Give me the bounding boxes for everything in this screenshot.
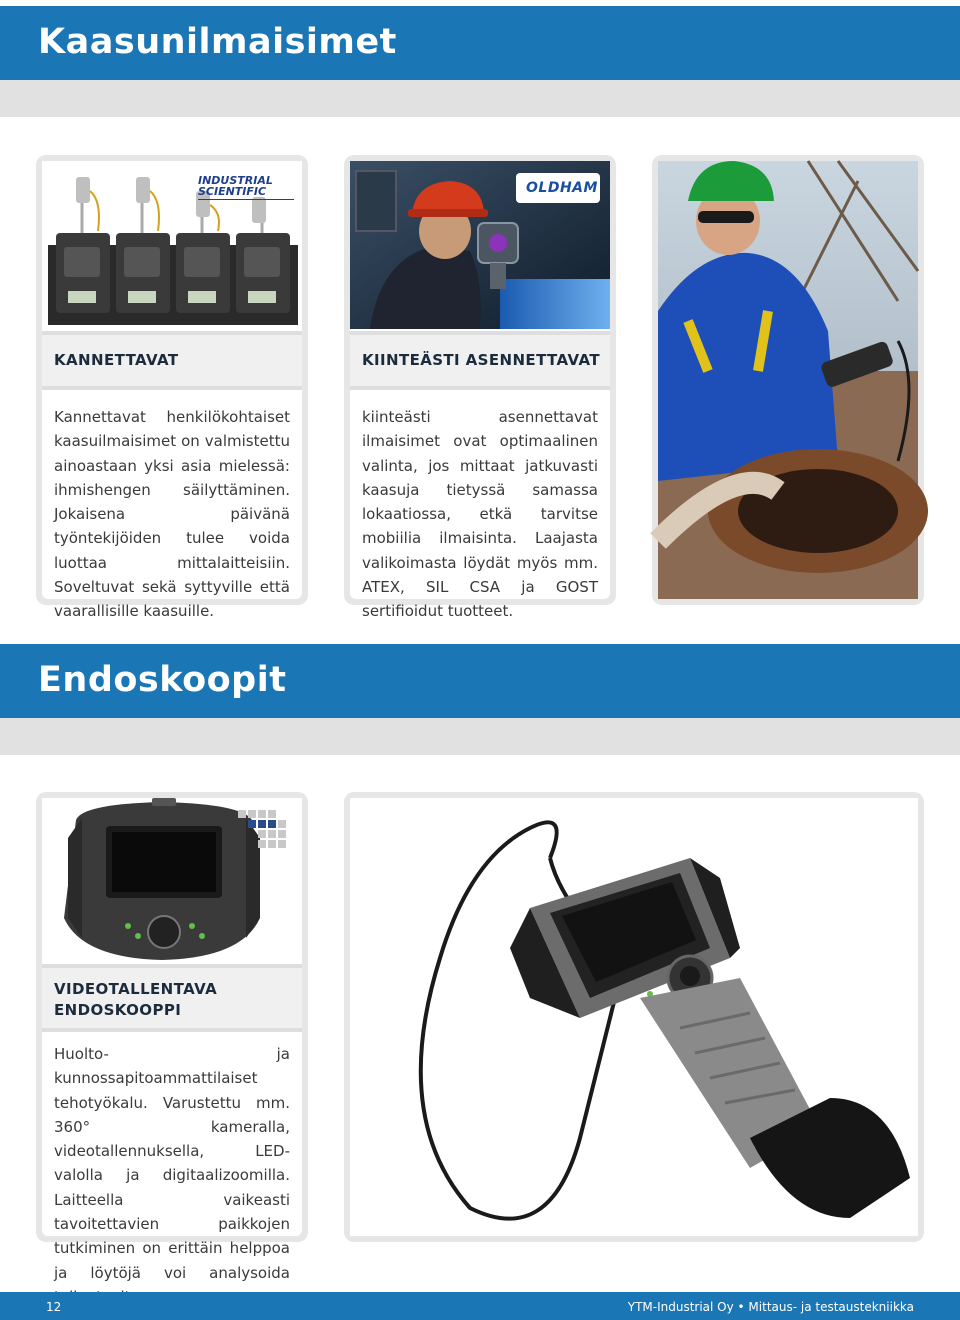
card-heading: KANNETTAVAT [54,351,179,369]
card-endoscope-photo [344,792,924,1242]
brand-logo-industrial-scientific: INDUSTRIAL SCIENTIFIC [198,175,298,200]
card-body-text: kiinteästi asennettavat ilmaisimet ovat optimaalinen valinta, jos mittaat jatkuvasti kaasuja tietyssä samassa lokaatiossa, etkä tarvitse mobiilia ilmaisinta. Laajasta valikoimasta löydät myös mm. ATEX, SIL CSA ja GOST sertifioidut tuotteet. [362,408,598,621]
page-footer [0,1292,960,1320]
section-header-gas-detectors [0,6,960,80]
card-portable [36,155,308,621]
page-number: 12 [46,1300,62,1314]
card-worker-photo [652,155,924,605]
endoscope-with-cable-image [350,798,918,1236]
section-subband [0,80,960,117]
card-video-endoscope [36,792,308,1282]
card-heading-bar [42,331,302,390]
section-title: Endoskoopit [38,660,287,700]
card-heading-bar [350,331,610,390]
card-body-text: Kannettavat henkilökohtaiset kaasuilmaisimet on valmistettu ainoastaan yksi asia mielessä: ihmishengen säilyttäminen. Jokaisena päivänä työntekijöiden tulee voida luottaa mittalaitteisiin. Soveltuvat sekä syttyville että vaarallisille kaasuille. [54,408,290,621]
card-fixed [344,155,616,621]
card-heading: VIDEOTALLENTAVA ENDOSKOOPPI [54,980,218,1019]
card-heading-bar [42,964,302,1032]
section-subband [0,718,960,755]
section-title: Kaasunilmaisimet [38,22,397,62]
endoscope-handset [64,798,260,960]
worker-measuring-photo [658,161,918,599]
footer-brand: YTM-Industrial Oy • Mittaus- ja testaustekniikka [627,1300,914,1314]
brand-logo-oldham: OLDHAM [526,180,598,196]
section-header-endoscopes [0,644,960,718]
endoscope-device-image [42,798,302,966]
card-body-text: Huolto- ja kunnossapitoammattilaiset tehotyökalu. Varustettu mm. 360° kameralla, videotallennuksella, LED-valolla ja digitaalizoomilla. Laitteella vaikeasti tavoitettavien paikkojen tutkiminen on erittäin helppoa ja löytöjä voi analysoida [54,1045,290,1282]
card-heading: KIINTEÄSTI ASENNETTAVAT [362,351,600,369]
